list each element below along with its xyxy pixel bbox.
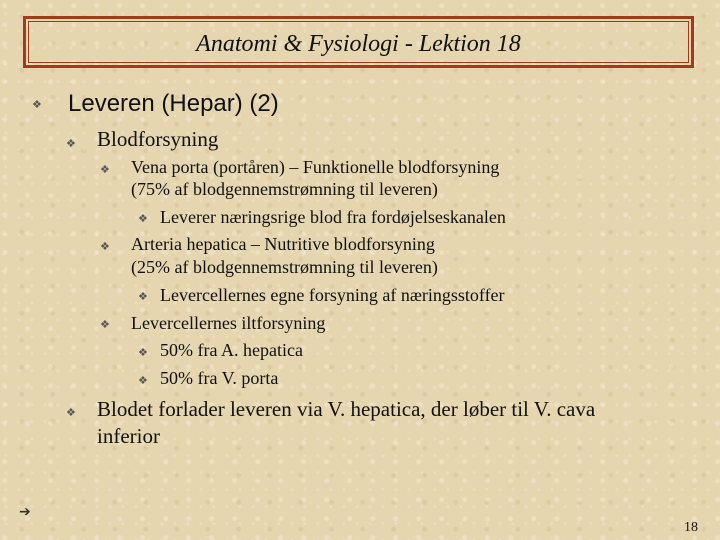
list-item: Leverer næringsrige blod fra fordøjelseskanalen (160, 207, 506, 227)
bullet-icon: ❖ (138, 347, 148, 359)
bullet-icon: ❖ (100, 164, 110, 176)
heading: Leveren (Hepar) (2) (68, 90, 279, 117)
bullet-icon: ❖ (32, 99, 42, 111)
page-number: 18 (684, 520, 698, 535)
sub-heading: Blodforsyning (97, 127, 219, 151)
list-item: 50% fra V. porta (160, 368, 279, 388)
bullet-icon: ❖ (100, 241, 110, 253)
bullet-icon: ❖ (100, 319, 110, 331)
final-point-line2: inferior (97, 424, 160, 448)
bullet-icon: ❖ (138, 291, 148, 303)
bullet-icon: ❖ (138, 213, 148, 225)
list-item: Arteria hepatica – Nutritive blodforsyning (131, 234, 435, 254)
final-point-line1: Blodet forlader leveren via V. hepatica, der løber til V. cava (97, 397, 596, 421)
bullet-icon: ❖ (66, 407, 76, 419)
arrow-right-icon[interactable]: ➔ (19, 504, 31, 520)
bullet-icon: ❖ (66, 138, 76, 150)
list-item: (75% af blodgennemstrømning til leveren) (131, 179, 438, 199)
list-item: Levercellernes egne forsyning af næringsstoffer (160, 285, 505, 305)
list-item: Levercellernes iltforsyning (131, 313, 326, 333)
slide-title: Anatomi & Fysiologi - Lektion 18 (196, 31, 521, 57)
bullet-icon: ❖ (138, 375, 148, 387)
list-item: 50% fra A. hepatica (160, 340, 303, 360)
list-item: Vena porta (portåren) – Funktionelle blodforsyning (131, 157, 500, 177)
list-item: (25% af blodgennemstrømning til leveren) (131, 257, 438, 277)
title-frame (23, 16, 694, 68)
